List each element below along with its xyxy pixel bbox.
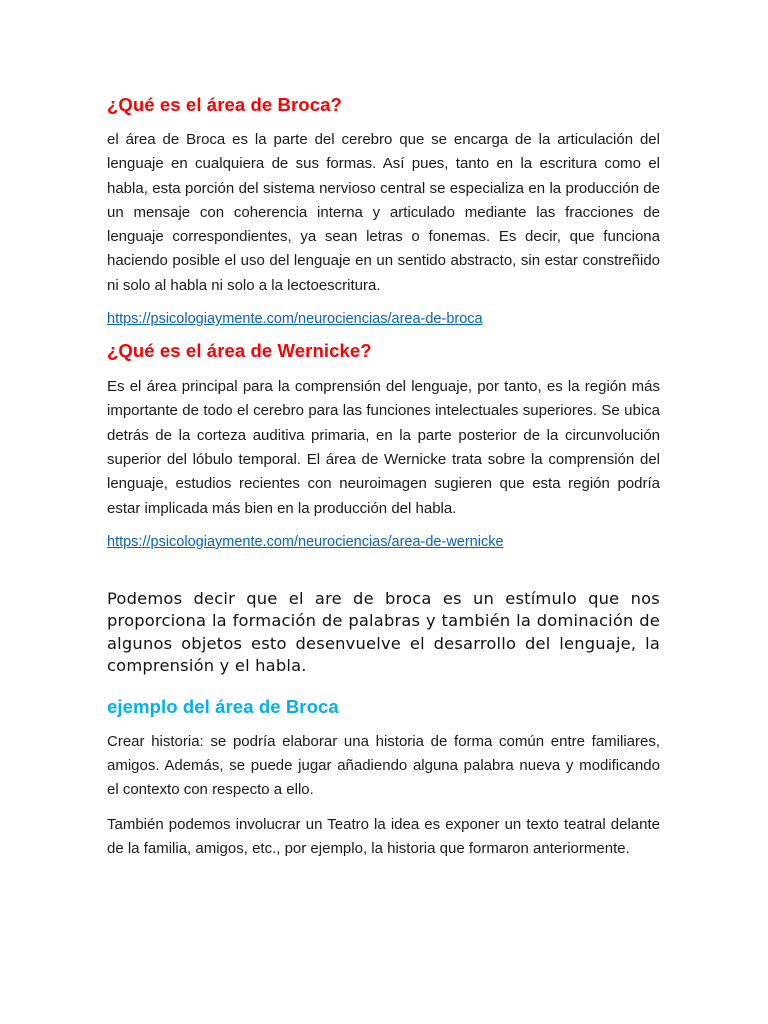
document-content — [107, 94, 660, 861]
wernicke-link-row — [107, 532, 660, 552]
wernicke-paragraph: Es el área principal para la comprensión del lenguaje, por tanto, es la región más importante de todo el cerebro para las funciones intelectuales superiores. Se ubica detrás de la corteza auditiva primaria, en la parte posterior de la circunvolución superior del lóbulo temporal. El área de Wernicke trata sobre la comprensión del lenguaje, estudios recientes con neuroimagen sugieren que esta región podría estar implicada más bien en la producción del habla. — [107, 378, 660, 517]
broca-source-link[interactable]: https://psicologiaymente.com/neurociencias/area-de-broca — [107, 311, 483, 328]
broca-link-row — [107, 309, 660, 329]
broca-heading: ¿Qué es el área de Broca? — [107, 94, 342, 115]
example-paragraph-theater: También podemos involucrar un Teatro la idea es exponer un texto teatral delante de la familia, amigos, etc., por ejemplo, la historia que formaron anteriormente. — [107, 815, 660, 858]
wernicke-source-link[interactable]: https://psicologiaymente.com/neurociencias/area-de-wernicke — [107, 533, 504, 550]
wernicke-heading: ¿Qué es el área de Wernicke? — [107, 340, 372, 362]
example-paragraph-story: Crear historia: se podría elaborar una historia de forma común entre familiares, amigos. Además, se puede jugar añadiendo alguna palabra nueva y modificando el contexto con respecto a ello. — [107, 732, 660, 799]
example-heading: ejemplo del área de Broca — [107, 695, 339, 717]
conclusion-paragraph: Podemos decir que el are de broca es un estímulo que nos proporciona la formación de palabras y también la dominación de algunos objetos esto desenvuelve el desarrollo del lenguaje, la comprensión y el habla. — [107, 588, 660, 676]
broca-paragraph: el área de Broca es la parte del cerebro que se encarga de la articulación del lenguaje en cualquiera de sus formas. Así pues, tanto en la escritura como el habla, esta porción del sistema nervioso central se especializa en la producción de un mensaje con coherencia interna y articulado mediante las fracciones de lenguaje correspondientes, ya sean letras o fonemas. Es decir, que funciona haciendo posible el uso del lenguaje en un sentido abstracto, sin estar constreñido ni solo al habla ni solo a la lectoescritura. — [107, 131, 660, 294]
